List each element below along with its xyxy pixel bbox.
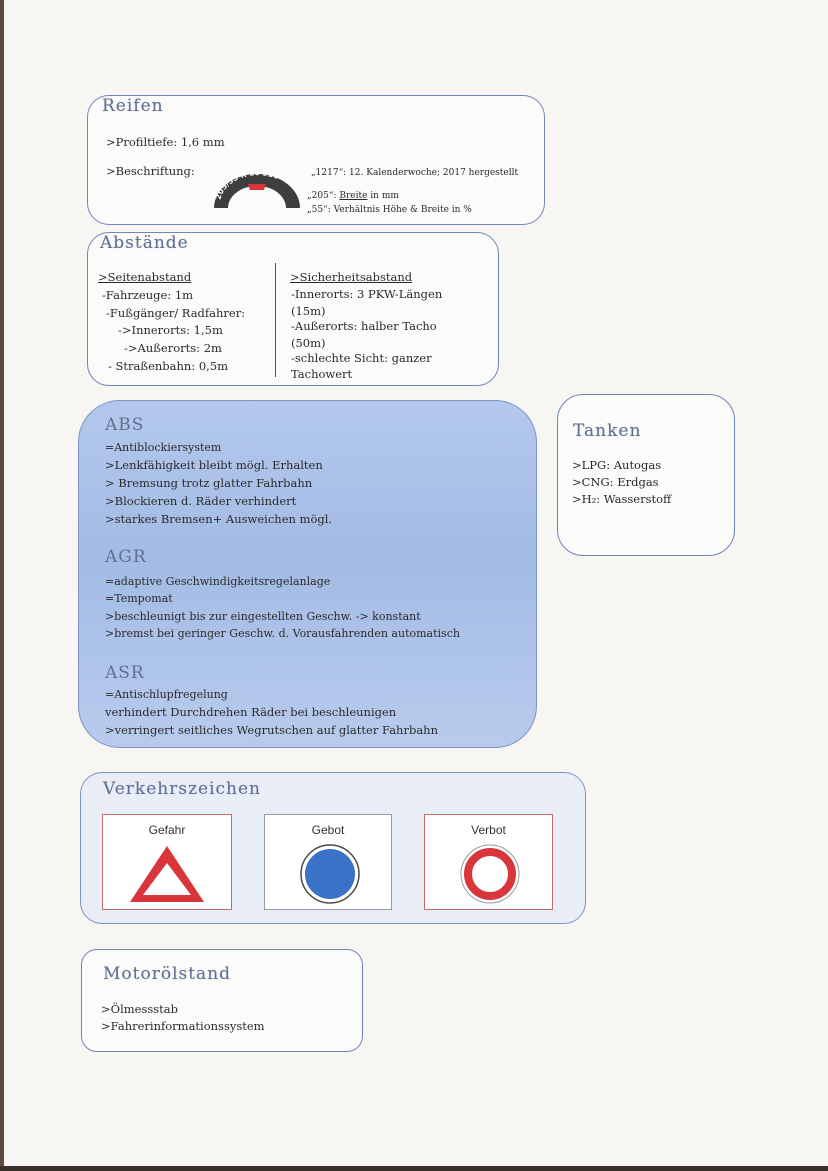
tanken-box xyxy=(557,394,735,556)
sicherheitsabstand-line: (15m) xyxy=(291,304,326,318)
reifen-note2-underlined: Breite xyxy=(339,191,368,201)
abs-line: >Lenkfähigkeit bleibt mögl. Erhalten xyxy=(105,458,323,472)
reifen-note3: „55“: Verhältnis Höhe & Breite in % xyxy=(307,205,472,215)
seitenabstand-line: - Straßenbahn: 0,5m xyxy=(108,359,229,373)
tanken-line: >H₂: Wasserstoff xyxy=(572,492,672,506)
agr-line: =Tempomat xyxy=(105,592,173,605)
column-divider xyxy=(275,263,276,377)
verkehrszeichen-title: Verkehrszeichen xyxy=(103,779,261,799)
sicherheitsabstand-line: (50m) xyxy=(291,336,326,350)
sicherheitsabstand-heading: >Sicherheitsabstand xyxy=(290,270,413,284)
abs-title: ABS xyxy=(105,415,145,435)
blue-circle-icon xyxy=(299,843,361,905)
reifen-note2 xyxy=(307,190,399,202)
asr-title: ASR xyxy=(105,663,145,683)
reifen-note1 xyxy=(311,167,518,179)
scan-edge-bottom xyxy=(0,1166,828,1171)
tire-marking-text: 205/55 R 16 91V xyxy=(213,168,281,201)
sign-card-gebot xyxy=(264,814,392,910)
sicherheitsabstand-line: -schlechte Sicht: ganzer xyxy=(291,351,432,365)
seitenabstand-line: -Fahrzeuge: 1m xyxy=(102,288,194,302)
sign-label-gefahr: Gefahr xyxy=(148,823,186,837)
motoroel-line: >Ölmessstab xyxy=(101,1002,178,1016)
asr-line: verhindert Durchdrehen Räder bei beschleunigen xyxy=(105,705,397,719)
reifen-box xyxy=(87,95,545,225)
asr-line: =Antischlupfregelung xyxy=(105,688,228,701)
sicherheitsabstand-line: -Außerorts: halber Tacho xyxy=(291,319,437,333)
asr-line: >verringert seitliches Wegrutschen auf glatter Fahrbahn xyxy=(105,723,438,737)
motoroel-line: >Fahrerinformationssystem xyxy=(101,1019,265,1033)
sign-card-verbot xyxy=(424,814,553,910)
sign-label-verbot: Verbot xyxy=(471,823,506,837)
seitenabstand-line: ->Innerorts: 1,5m xyxy=(118,323,223,337)
motoroel-box xyxy=(81,949,363,1052)
abs-line: > Bremsung trotz glatter Fahrbahn xyxy=(105,476,313,490)
sicherheitsabstand-line: Tachowert xyxy=(291,367,353,381)
abs-line: =Antiblockiersystem xyxy=(105,441,222,454)
tanken-line: >CNG: Erdgas xyxy=(572,475,659,489)
agr-line: =adaptive Geschwindigkeitsregelanlage xyxy=(105,575,331,588)
agr-title: AGR xyxy=(105,547,147,567)
abs-line: >Blockieren d. Räder verhindert xyxy=(105,494,297,508)
sicherheitsabstand-line: -Innerorts: 3 PKW-Längen xyxy=(291,287,443,301)
reifen-note2-suffix: in mm xyxy=(367,191,399,201)
agr-line: >bremst bei geringer Geschw. d. Vorausfahrenden automatisch xyxy=(105,627,460,640)
motoroel-title: Motorölstand xyxy=(103,964,232,984)
tanken-title: Tanken xyxy=(573,421,642,441)
seitenabstand-line: -Fußgänger/ Radfahrer: xyxy=(106,306,246,320)
reifen-profiltiefe: >Profiltiefe: 1,6 mm xyxy=(106,135,225,149)
reifen-beschriftung: >Beschriftung: xyxy=(106,164,195,178)
seitenabstand-line: ->Außerorts: 2m xyxy=(124,341,222,355)
tanken-line: >LPG: Autogas xyxy=(572,458,662,472)
sign-label-gebot: Gebot xyxy=(311,823,345,837)
verkehrszeichen-box xyxy=(80,772,586,924)
warning-triangle-icon xyxy=(127,843,207,905)
abstaende-title: Abstände xyxy=(100,233,189,253)
reifen-note1-text: „1217“: 12. Kalenderwoche; 2017 hergestellt xyxy=(311,168,519,178)
abstaende-box xyxy=(87,232,499,386)
tire-marking-icon xyxy=(210,168,304,212)
fahrassistenz-box xyxy=(78,400,537,748)
abs-line: >starkes Bremsen+ Ausweichen mögl. xyxy=(105,512,333,526)
sign-card-gefahr xyxy=(102,814,232,910)
reifen-title: Reifen xyxy=(102,96,164,116)
reifen-note2-prefix: „205“: xyxy=(307,191,340,201)
scan-edge-left xyxy=(0,0,4,1171)
seitenabstand-heading: >Seitenabstand xyxy=(98,270,192,284)
red-ring-icon xyxy=(459,843,521,905)
agr-line: >beschleunigt bis zur eingestellten Geschw. -> konstant xyxy=(105,610,421,623)
